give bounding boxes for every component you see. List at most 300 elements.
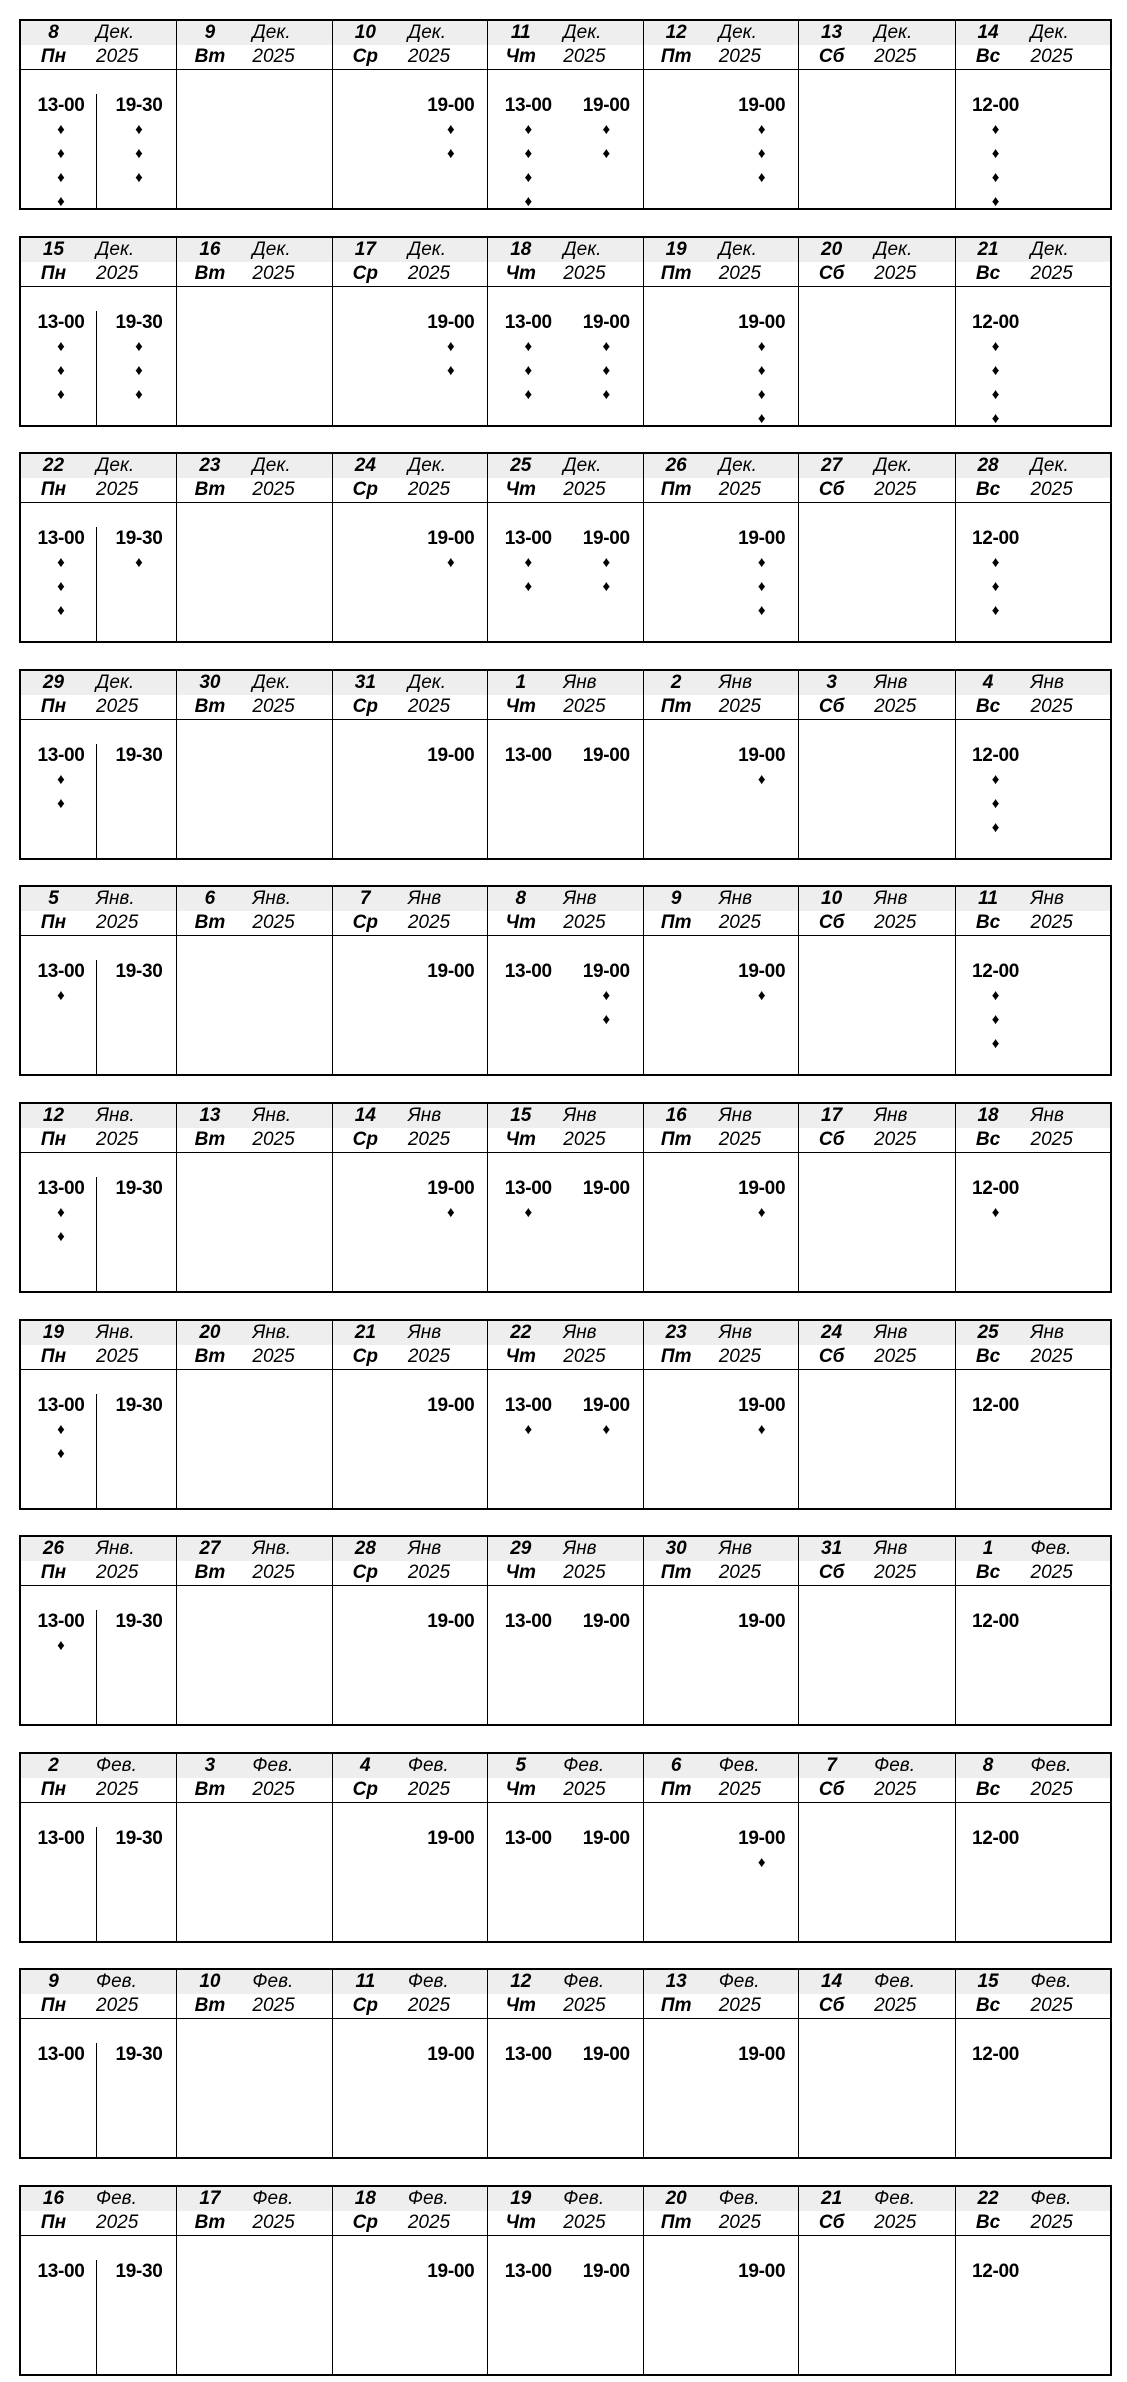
day-header-weekday (333, 1128, 487, 1153)
attendance-mark: ♦ (991, 121, 1000, 138)
day-header-weekday (956, 1561, 1110, 1586)
year-label: 2025 (563, 46, 606, 67)
day-number: 15 (977, 1971, 999, 1992)
week-block (19, 885, 1112, 1076)
session-time: 19-00 (427, 1611, 475, 1632)
day-cell (176, 1321, 331, 1508)
weekday-label: Вт (194, 1995, 226, 2016)
day-number: 4 (360, 1755, 371, 1776)
year-label: 2025 (1030, 46, 1073, 67)
weekday-label: Пн (40, 2212, 67, 2233)
session-slot (416, 94, 486, 166)
year-label: 2025 (1030, 263, 1073, 284)
day-number: 20 (665, 2188, 687, 2209)
day-cell (21, 1970, 176, 2157)
session-time: 13-00 (37, 1611, 85, 1632)
month-label: Фев. (96, 1755, 137, 1776)
month-label: Дек. (407, 455, 447, 476)
day-cell (332, 1970, 487, 2157)
weekday-label: Пн (40, 479, 67, 500)
weekday-label: Ср (352, 696, 378, 717)
year-label: 2025 (874, 1779, 917, 1800)
year-label: 2025 (874, 2212, 917, 2233)
day-header-weekday (799, 1128, 954, 1153)
session-slot (104, 1177, 174, 1201)
day-body (488, 720, 642, 858)
attendance-mark: ♦ (57, 121, 65, 138)
day-body (956, 2236, 1110, 2374)
day-cell (487, 1321, 642, 1508)
session-slot (571, 960, 641, 1032)
day-number: 11 (978, 888, 998, 909)
day-header-weekday (177, 1345, 331, 1370)
day-number: 16 (199, 239, 221, 260)
month-label: Дек. (1030, 22, 1069, 43)
month-label: Фев. (1030, 2188, 1072, 2209)
day-cell (332, 671, 487, 858)
session-time: 19-00 (738, 961, 786, 982)
day-cell (176, 21, 331, 208)
day-number: 12 (510, 1971, 532, 1992)
session-time: 19-00 (427, 1178, 475, 1199)
attendance-mark: ♦ (991, 362, 1000, 379)
day-number: 25 (510, 455, 532, 476)
weekday-label: Ср (352, 1129, 378, 1150)
month-label: Янв. (96, 1322, 135, 1343)
day-cell (955, 1754, 1110, 1941)
year-label: 2025 (96, 479, 139, 500)
year-label: 2025 (407, 46, 451, 67)
weekday-label: Чт (505, 263, 536, 284)
day-body (21, 287, 176, 425)
session-time: 13-00 (504, 961, 552, 982)
day-header-weekday (177, 1128, 331, 1153)
month-label: Янв (1030, 1105, 1064, 1126)
day-header-weekday (956, 262, 1110, 287)
session-slot (26, 527, 96, 623)
month-label: Фев. (1030, 1538, 1072, 1559)
day-header-date (21, 887, 176, 911)
day-header-date (21, 454, 176, 478)
weekday-label: Вс (975, 1779, 1001, 1800)
session-slot (493, 2043, 563, 2067)
day-cell (643, 21, 798, 208)
day-body (799, 1586, 954, 1724)
day-cell (798, 1104, 954, 1291)
day-number: 13 (821, 22, 843, 43)
day-header-weekday (177, 911, 331, 936)
day-number: 19 (665, 239, 687, 260)
day-cell (955, 454, 1110, 641)
day-cell (21, 454, 176, 641)
session-time: 19-00 (738, 312, 786, 333)
session-time: 19-30 (115, 95, 163, 116)
day-header-weekday (488, 1561, 642, 1586)
day-body (333, 1803, 487, 1941)
day-header-weekday (799, 45, 954, 70)
day-body (799, 2236, 954, 2374)
day-header-date (799, 1321, 954, 1345)
day-header-weekday (21, 911, 176, 936)
day-cell (332, 21, 487, 208)
day-body (21, 70, 176, 208)
session-slot (104, 1610, 174, 1634)
month-label: Янв. (96, 1538, 135, 1559)
week-block (19, 19, 1112, 210)
session-slot (104, 1394, 174, 1418)
year-label: 2025 (96, 1346, 139, 1367)
day-body (21, 720, 176, 858)
session-slot (961, 2043, 1031, 2067)
year-label: 2025 (718, 1779, 761, 1800)
day-cell (955, 1321, 1110, 1508)
session-time: 19-00 (738, 745, 786, 766)
year-label: 2025 (252, 46, 295, 67)
day-body (488, 936, 642, 1074)
session-time: 19-30 (115, 528, 163, 549)
day-header-weekday (644, 911, 798, 936)
month-label: Янв (1030, 888, 1064, 909)
day-cell (643, 1104, 798, 1291)
day-cell (643, 1970, 798, 2157)
session-time: 19-00 (427, 2261, 475, 2282)
session-time: 19-00 (582, 1395, 630, 1416)
day-number: 4 (982, 672, 994, 693)
day-header-weekday (177, 1994, 331, 2019)
session-slot (727, 311, 797, 431)
attendance-mark: ♦ (57, 578, 65, 595)
attendance-mark: ♦ (57, 554, 65, 571)
attendance-mark: ♦ (991, 795, 1000, 812)
month-label: Янв (407, 1538, 442, 1559)
year-label: 2025 (718, 1995, 761, 2016)
day-header-weekday (21, 1345, 176, 1370)
session-time: 19-00 (582, 961, 630, 982)
session-slot (961, 960, 1031, 1056)
session-time: 19-00 (738, 1178, 786, 1199)
month-label: Дек. (718, 22, 757, 43)
session-slot (416, 960, 486, 984)
day-cell (798, 238, 954, 425)
session-time: 19-30 (115, 1828, 163, 1849)
year-label: 2025 (718, 696, 761, 717)
year-label: 2025 (407, 479, 451, 500)
day-number: 14 (821, 1971, 843, 1992)
attendance-mark: ♦ (447, 362, 455, 379)
session-slot (961, 527, 1031, 623)
attendance-mark: ♦ (57, 1445, 65, 1462)
attendance-mark: ♦ (991, 169, 1000, 186)
day-number: 16 (42, 2188, 65, 2209)
year-label: 2025 (874, 1995, 917, 2016)
day-body (177, 1803, 331, 1941)
month-label: Янв (563, 888, 597, 909)
day-body (644, 1370, 798, 1508)
day-cell (643, 2187, 798, 2374)
attendance-mark: ♦ (447, 145, 455, 162)
week-block (19, 1102, 1112, 1293)
weekday-label: Ср (352, 912, 378, 933)
slot-divider (96, 1394, 97, 1508)
day-header-weekday (644, 1128, 798, 1153)
weekday-label: Вс (975, 1995, 1001, 2016)
session-time: 12-00 (971, 745, 1020, 766)
weekday-label: Сб (818, 1129, 845, 1150)
session-time: 19-00 (582, 312, 630, 333)
day-cell (176, 2187, 331, 2374)
year-label: 2025 (718, 1562, 761, 1583)
year-label: 2025 (252, 1995, 295, 2016)
day-body (177, 2019, 331, 2157)
day-number: 8 (515, 888, 527, 909)
session-slot (727, 1394, 797, 1442)
session-slot (493, 311, 563, 407)
day-header-weekday (488, 478, 642, 503)
month-label: Дек. (874, 455, 913, 476)
day-header-weekday (956, 1994, 1110, 2019)
attendance-mark: ♦ (757, 410, 766, 427)
weekday-label: Чт (505, 2212, 536, 2233)
month-label: Дек. (96, 672, 135, 693)
session-slot (26, 960, 96, 1008)
day-cell (955, 238, 1110, 425)
day-body (488, 1370, 642, 1508)
session-slot (26, 311, 96, 407)
attendance-mark: ♦ (524, 169, 533, 186)
day-header-date (177, 887, 331, 911)
day-header-weekday (488, 695, 642, 720)
day-cell (798, 1970, 954, 2157)
month-label: Дек. (407, 239, 447, 260)
day-header-date (799, 1754, 954, 1778)
day-cell (955, 21, 1110, 208)
attendance-mark: ♦ (447, 554, 455, 571)
attendance-mark: ♦ (757, 1854, 766, 1871)
day-number: 17 (354, 239, 376, 260)
day-header-weekday (644, 1345, 798, 1370)
day-body (488, 1803, 642, 1941)
attendance-mark: ♦ (991, 554, 1000, 571)
attendance-mark: ♦ (757, 554, 766, 571)
attendance-mark: ♦ (57, 386, 65, 403)
session-slot (104, 2260, 174, 2284)
year-label: 2025 (252, 1346, 295, 1367)
day-number: 28 (354, 1538, 376, 1559)
month-label: Янв. (96, 888, 135, 909)
day-header-weekday (333, 1561, 487, 1586)
attendance-mark: ♦ (757, 578, 766, 595)
weekday-label: Сб (818, 46, 845, 67)
day-header-date (333, 671, 487, 695)
day-body (177, 70, 331, 208)
year-label: 2025 (1030, 479, 1073, 500)
day-number: 20 (821, 239, 843, 260)
attendance-mark: ♦ (447, 1204, 455, 1221)
day-cell (798, 2187, 954, 2374)
day-number: 22 (510, 1322, 532, 1343)
session-slot (416, 2260, 486, 2284)
day-header-date (488, 1537, 642, 1561)
year-label: 2025 (96, 696, 139, 717)
day-header-date (333, 238, 487, 262)
year-label: 2025 (407, 263, 451, 284)
day-header-weekday (799, 478, 954, 503)
session-slot (961, 1177, 1031, 1225)
session-time: 19-30 (115, 2261, 163, 2282)
year-label: 2025 (563, 1779, 606, 1800)
attendance-mark: ♦ (602, 554, 611, 571)
day-cell (955, 887, 1110, 1074)
day-body (644, 70, 798, 208)
year-label: 2025 (96, 1995, 139, 2016)
attendance-mark: ♦ (991, 410, 1000, 427)
day-header-weekday (488, 1994, 642, 2019)
session-time: 19-30 (115, 1395, 163, 1416)
attendance-mark: ♦ (757, 1204, 766, 1221)
day-number: 6 (670, 1755, 682, 1776)
session-time: 19-00 (738, 528, 786, 549)
year-label: 2025 (718, 1129, 761, 1150)
day-header-weekday (21, 1561, 176, 1586)
day-number: 12 (42, 1105, 65, 1126)
session-time: 13-00 (504, 1611, 552, 1632)
day-number: 18 (510, 239, 532, 260)
session-slot (26, 1827, 96, 1851)
day-header-weekday (644, 262, 798, 287)
day-number: 28 (977, 455, 999, 476)
day-body (644, 2236, 798, 2374)
weekday-label: Вс (975, 2212, 1001, 2233)
day-cell (955, 1970, 1110, 2157)
weekday-label: Пт (660, 696, 692, 717)
day-number: 24 (821, 1322, 843, 1343)
day-body (644, 1586, 798, 1724)
day-body (333, 503, 487, 641)
month-label: Фев. (563, 2188, 605, 2209)
slot-divider (96, 2260, 97, 2374)
weekday-label: Чт (505, 1129, 536, 1150)
attendance-mark: ♦ (135, 362, 143, 379)
day-header-date (21, 1104, 176, 1128)
day-header-weekday (21, 478, 176, 503)
day-body (177, 1370, 331, 1508)
slot-divider (96, 2043, 97, 2157)
month-label: Янв (407, 1322, 442, 1343)
attendance-mark: ♦ (991, 1011, 1000, 1028)
year-label: 2025 (874, 912, 917, 933)
day-body (799, 1370, 954, 1508)
session-time: 19-30 (115, 312, 163, 333)
day-cell (176, 238, 331, 425)
attendance-mark: ♦ (135, 121, 143, 138)
day-number: 19 (510, 2188, 532, 2209)
day-number: 17 (821, 1105, 843, 1126)
year-label: 2025 (563, 1562, 606, 1583)
day-header-date (799, 454, 954, 478)
weekday-label: Вс (975, 1562, 1001, 1583)
day-cell (798, 887, 954, 1074)
month-label: Фев. (407, 1971, 449, 1992)
day-header-weekday (644, 1994, 798, 2019)
day-header-date (799, 671, 954, 695)
day-number: 2 (670, 672, 682, 693)
session-time: 12-00 (971, 1395, 1020, 1416)
day-cell (487, 671, 642, 858)
weekday-label: Пн (40, 263, 67, 284)
day-body (956, 1370, 1110, 1508)
day-cell (332, 887, 487, 1074)
day-header-date (488, 1321, 642, 1345)
day-cell (643, 1321, 798, 1508)
weekday-label: Сб (818, 912, 845, 933)
day-cell (798, 671, 954, 858)
attendance-mark: ♦ (757, 121, 766, 138)
day-header-date (333, 1104, 487, 1128)
day-header-weekday (644, 1561, 798, 1586)
session-time: 13-00 (37, 1828, 85, 1849)
day-header-weekday (488, 262, 642, 287)
session-time: 12-00 (971, 1611, 1020, 1632)
day-cell (176, 1104, 331, 1291)
year-label: 2025 (718, 2212, 761, 2233)
session-slot (493, 1610, 563, 1634)
slot-divider (96, 1610, 97, 1724)
day-header-date (333, 21, 487, 45)
session-time: 19-00 (427, 1828, 475, 1849)
month-label: Фев. (718, 2188, 760, 2209)
day-cell (643, 454, 798, 641)
session-slot (416, 1827, 486, 1851)
year-label: 2025 (718, 1346, 761, 1367)
day-header-date (333, 1754, 487, 1778)
session-slot (416, 744, 486, 768)
session-slot (571, 2260, 641, 2284)
year-label: 2025 (563, 1995, 606, 2016)
attendance-mark: ♦ (135, 338, 143, 355)
year-label: 2025 (252, 263, 295, 284)
year-label: 2025 (407, 1995, 451, 2016)
day-cell (955, 1537, 1110, 1724)
day-header-date (644, 1970, 798, 1994)
weekday-label: Сб (818, 1562, 845, 1583)
attendance-mark: ♦ (757, 169, 766, 186)
month-label: Янв (563, 672, 597, 693)
attendance-mark: ♦ (757, 771, 766, 788)
session-slot (104, 744, 174, 768)
day-header-weekday (956, 1345, 1110, 1370)
day-cell (955, 1104, 1110, 1291)
week-block (19, 1319, 1112, 1510)
day-header-weekday (333, 911, 487, 936)
day-header-weekday (799, 911, 954, 936)
day-header-date (21, 671, 176, 695)
session-slot (727, 527, 797, 623)
day-body (956, 2019, 1110, 2157)
day-cell (798, 1537, 954, 1724)
session-slot (416, 1394, 486, 1418)
day-header-weekday (799, 262, 954, 287)
day-number: 9 (670, 888, 682, 909)
day-body (644, 287, 798, 425)
day-cell (332, 2187, 487, 2374)
day-header-date (333, 887, 487, 911)
day-body (333, 720, 487, 858)
day-header-weekday (799, 1345, 954, 1370)
day-number: 9 (48, 1971, 59, 1992)
day-header-date (21, 21, 176, 45)
month-label: Янв (1030, 672, 1064, 693)
month-label: Дек. (252, 455, 291, 476)
